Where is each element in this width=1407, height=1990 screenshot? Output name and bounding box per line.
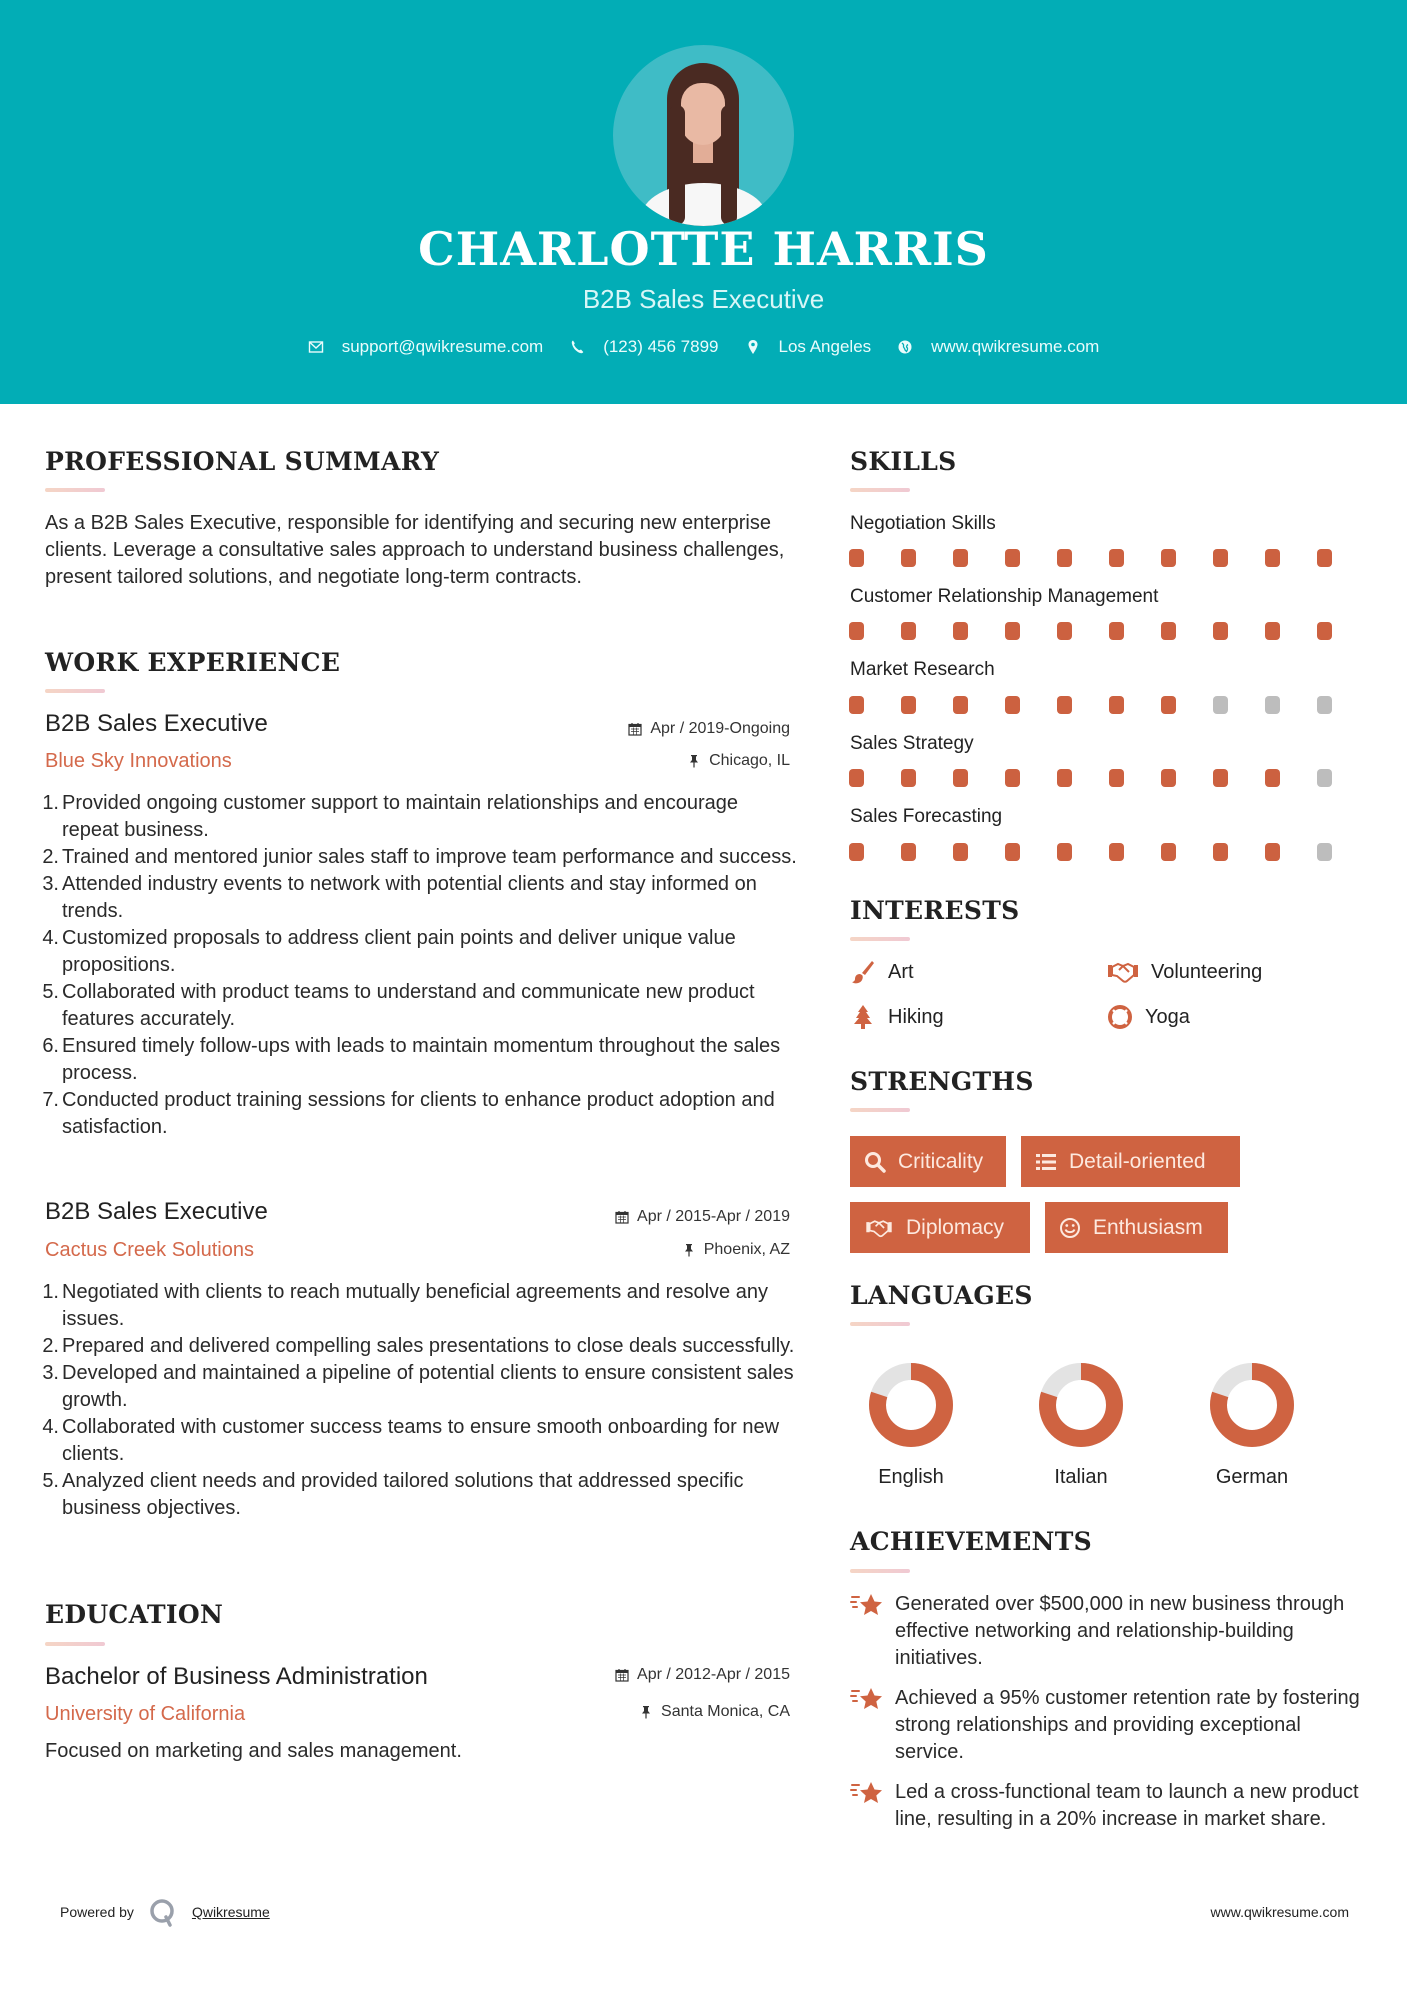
pin-icon	[682, 1243, 696, 1257]
phone-icon	[569, 339, 585, 355]
strengths-underline	[850, 1108, 910, 1112]
education-description: Focused on marketing and sales management.	[45, 1740, 462, 1762]
contact-location	[745, 337, 872, 357]
list-item: 2. Prepared and delivered compelling sales presentations to close deals successfully.	[42, 1335, 795, 1357]
contact-email-text: support@qwikresume.com	[341, 337, 544, 356]
job-dates-text: Apr / 2019-Ongoing	[650, 720, 790, 737]
skill-label: Market Research	[850, 659, 995, 680]
interests-underline	[850, 937, 910, 941]
calendar-icon	[628, 722, 642, 736]
pin-icon	[639, 1705, 653, 1719]
interest-item-volunteering: Volunteering	[1107, 959, 1262, 985]
language-label: Italian	[1054, 1466, 1108, 1488]
list-item: 4. Customized proposals to address client pain points and deliver unique value propositions.	[42, 927, 736, 976]
summary-text: As a B2B Sales Executive, responsible for identifying and securing new enterprise clients. Leverage a consultative sales approach to understand business challenges, present tailored solutions, and negotiate long-term contracts.	[45, 512, 785, 588]
rating-dot-filled	[1317, 549, 1332, 567]
skill-label: Customer Relationship Management	[850, 586, 1159, 607]
education-underline	[45, 1642, 105, 1646]
powered-by-label: Powered by	[60, 1904, 134, 1920]
rating-dot-filled	[1265, 622, 1280, 640]
rating-dot-filled	[1005, 843, 1020, 861]
skill-rating	[849, 622, 1369, 640]
education-location	[639, 1703, 790, 1721]
rating-dot-empty	[1317, 769, 1332, 787]
smile-icon	[1059, 1217, 1081, 1239]
languages-heading: LANGUAGES	[850, 1281, 1033, 1310]
rating-dot-filled	[1161, 622, 1176, 640]
degree: Bachelor of Business Administration	[45, 1663, 428, 1690]
interests-heading: INTERESTS	[850, 896, 1020, 925]
photo-hair-left	[669, 105, 685, 225]
rating-dot-filled	[1161, 843, 1176, 861]
rating-dot-filled	[901, 843, 916, 861]
rating-dot-filled	[849, 549, 864, 567]
job-dates-text: Apr / 2015-Apr / 2019	[637, 1208, 790, 1225]
shooting-star-icon	[850, 1685, 884, 1715]
interest-item-yoga: Yoga	[1107, 1004, 1190, 1030]
skill-label: Negotiation Skills	[850, 513, 996, 534]
list-item: 2. Trained and mentored junior sales staff to improve team performance and success.	[42, 846, 797, 868]
rating-dot-filled	[1057, 622, 1072, 640]
rating-dot-filled	[1265, 549, 1280, 567]
rating-dot-filled	[1265, 769, 1280, 787]
list-item: 5. Analyzed client needs and provided tailored solutions that addressed specific business objectives.	[42, 1470, 744, 1519]
rating-dot-filled	[901, 696, 916, 714]
rating-dot-filled	[1109, 696, 1124, 714]
rating-dot-filled	[1109, 769, 1124, 787]
rating-dot-filled	[1005, 622, 1020, 640]
rating-dot-filled	[1213, 622, 1228, 640]
strength-tag-enthusiasm: Enthusiasm	[1045, 1202, 1228, 1253]
education-dates	[615, 1666, 790, 1684]
achievements-underline	[850, 1569, 910, 1573]
rating-dot-empty	[1317, 843, 1332, 861]
education-location-text: Santa Monica, CA	[661, 1703, 790, 1720]
contact-row	[0, 337, 1407, 357]
envelope-icon	[308, 339, 324, 355]
list-icon	[1035, 1151, 1057, 1173]
list-item: 7. Conducted product training sessions for clients to enhance product adoption and satisfaction.	[42, 1089, 775, 1138]
qwikresume-logo-icon	[148, 1897, 178, 1927]
rating-dot-filled	[1109, 549, 1124, 567]
qwikresume-link[interactable]: Qwikresume	[191, 1904, 270, 1920]
pin-icon	[687, 754, 701, 768]
calendar-icon	[615, 1668, 629, 1682]
list-item: 1. Provided ongoing customer support to maintain relationships and encourage repeat business.	[42, 792, 738, 841]
education-dates-text: Apr / 2012-Apr / 2015	[637, 1666, 790, 1683]
rating-dot-filled	[953, 769, 968, 787]
skill-label: Sales Forecasting	[850, 806, 1003, 827]
handshake-icon	[1107, 959, 1139, 985]
achievement-item: Generated over $500,000 in new business through effective networking and relationship-building initiatives.	[850, 1591, 1370, 1672]
language-item	[1192, 1362, 1312, 1489]
job-location	[687, 752, 790, 770]
job-bullets	[42, 1279, 797, 1522]
language-donut	[868, 1362, 954, 1448]
life-ring-icon	[1107, 1004, 1133, 1030]
language-label: German	[1215, 1466, 1289, 1488]
languages-underline	[850, 1322, 910, 1326]
rating-dot-filled	[953, 549, 968, 567]
rating-dot-filled	[1057, 696, 1072, 714]
rating-dot-filled	[1265, 843, 1280, 861]
rating-dot-filled	[1213, 843, 1228, 861]
photo-hair-right	[721, 105, 737, 225]
rating-dot-filled	[1213, 769, 1228, 787]
contact-website-text: www.qwikresume.com	[931, 337, 1100, 356]
achievements-heading: ACHIEVEMENTS	[850, 1527, 1092, 1556]
job-bullets	[42, 790, 797, 1141]
contact-website[interactable]	[897, 337, 1099, 357]
contact-phone[interactable]	[569, 337, 718, 357]
rating-dot-filled	[901, 549, 916, 567]
shooting-star-icon	[850, 1591, 884, 1621]
rating-dot-filled	[1005, 549, 1020, 567]
skill-rating	[849, 843, 1369, 861]
experience-underline	[45, 689, 105, 693]
rating-dot-filled	[849, 843, 864, 861]
rating-dot-filled	[1005, 696, 1020, 714]
footer-url[interactable]: www.qwikresume.com	[1210, 1904, 1349, 1920]
rating-dot-filled	[1005, 769, 1020, 787]
skill-rating	[849, 696, 1369, 714]
list-item: 5. Collaborated with product teams to understand and communicate new product features accurately.	[42, 981, 755, 1030]
education-heading: EDUCATION	[45, 1600, 224, 1629]
footer-powered-by	[60, 1897, 270, 1927]
resume-header	[0, 0, 1407, 404]
strength-tag-detail-oriented: Detail-oriented	[1021, 1136, 1240, 1187]
rating-dot-filled	[849, 622, 864, 640]
job-dates	[628, 720, 790, 738]
skills-heading: SKILLS	[850, 447, 957, 476]
rating-dot-filled	[1057, 549, 1072, 567]
rating-dot-filled	[901, 622, 916, 640]
skills-underline	[850, 488, 910, 492]
rating-dot-filled	[901, 769, 916, 787]
language-label: English	[878, 1466, 944, 1488]
contact-location-text: Los Angeles	[778, 337, 872, 356]
language-donut	[1209, 1362, 1295, 1448]
list-item: 3. Attended industry events to network with potential clients and stay informed on trends.	[42, 873, 757, 922]
rating-dot-filled	[1161, 549, 1176, 567]
rating-dot-empty	[1213, 696, 1228, 714]
rating-dot-filled	[953, 622, 968, 640]
interest-item-hiking: Hiking	[850, 1004, 944, 1030]
job-title: B2B Sales Executive	[45, 1198, 268, 1225]
paintbrush-icon	[850, 959, 876, 985]
language-item	[1021, 1362, 1141, 1489]
rating-dot-filled	[1057, 769, 1072, 787]
rating-dot-empty	[1317, 696, 1332, 714]
summary-heading: PROFESSIONAL SUMMARY	[45, 447, 440, 476]
rating-dot-filled	[1109, 622, 1124, 640]
contact-email[interactable]	[308, 337, 544, 357]
rating-dot-filled	[849, 696, 864, 714]
candidate-title: B2B Sales Executive	[582, 284, 825, 314]
strength-tag-diplomacy: Diplomacy	[850, 1202, 1030, 1253]
contact-phone-text: (123) 456 7899	[603, 337, 719, 356]
achievement-item: Led a cross-functional team to launch a new product line, resulting in a 20% increase in market share.	[850, 1779, 1370, 1833]
language-item	[851, 1362, 971, 1489]
rating-dot-filled	[1109, 843, 1124, 861]
search-icon	[864, 1151, 886, 1173]
shooting-star-icon	[850, 1779, 884, 1809]
candidate-name: CHARLOTTE HARRIS	[418, 222, 989, 276]
rating-dot-filled	[849, 769, 864, 787]
job-company: Cactus Creek Solutions	[45, 1239, 254, 1261]
job-location-text: Chicago, IL	[709, 752, 790, 769]
skill-rating	[849, 769, 1369, 787]
rating-dot-filled	[953, 696, 968, 714]
strength-tag-criticality: Criticality	[850, 1136, 1006, 1187]
skill-label: Sales Strategy	[850, 733, 974, 754]
job-dates	[615, 1208, 790, 1226]
job-location	[682, 1241, 790, 1259]
list-item: 3. Developed and maintained a pipeline of potential clients to ensure consistent sales growth.	[42, 1362, 794, 1411]
list-item: 1. Negotiated with clients to reach mutually beneficial agreements and resolve any issues.	[42, 1281, 768, 1330]
job-location-text: Phoenix, AZ	[703, 1241, 790, 1258]
list-item: 4. Collaborated with customer success teams to ensure smooth onboarding for new clients.	[42, 1416, 780, 1465]
profile-photo	[613, 45, 794, 226]
achievement-item: Achieved a 95% customer retention rate by fostering strong relationships and providing exceptional service.	[850, 1685, 1370, 1766]
handshake-icon	[864, 1217, 894, 1239]
job-title: B2B Sales Executive	[45, 710, 268, 737]
rating-dot-filled	[1317, 622, 1332, 640]
list-item: 6. Ensured timely follow-ups with leads to maintain momentum throughout the sales process.	[42, 1035, 781, 1084]
school: University of California	[45, 1703, 246, 1725]
globe-icon	[897, 339, 913, 355]
job-company: Blue Sky Innovations	[45, 750, 232, 772]
skill-rating	[849, 549, 1369, 567]
experience-heading: WORK EXPERIENCE	[45, 648, 341, 677]
interest-item-art: Art	[850, 959, 914, 985]
summary-underline	[45, 488, 105, 492]
photo-shirt	[641, 183, 767, 226]
tree-icon	[850, 1004, 876, 1030]
calendar-icon	[615, 1210, 629, 1224]
photo-face	[681, 83, 725, 145]
rating-dot-filled	[953, 843, 968, 861]
rating-dot-filled	[1161, 696, 1176, 714]
rating-dot-filled	[1057, 843, 1072, 861]
language-donut	[1038, 1362, 1124, 1448]
strengths-heading: STRENGTHS	[850, 1067, 1034, 1096]
rating-dot-filled	[1213, 549, 1228, 567]
rating-dot-empty	[1265, 696, 1280, 714]
map-marker-icon	[745, 339, 761, 355]
rating-dot-filled	[1161, 769, 1176, 787]
